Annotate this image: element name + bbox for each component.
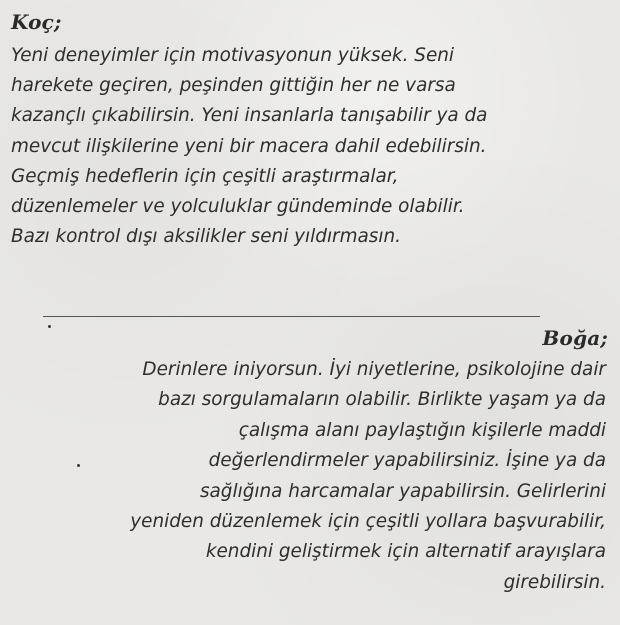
koc-line: düzenlemeler ve yolculuklar gündeminde olabilir. xyxy=(11,196,465,218)
koc-line: Geçmiş hedeflerin için çeşitli araştırmalar, xyxy=(11,165,399,187)
boga-line: sağlığına harcamalar yapabilirsin. Gelirlerini xyxy=(199,480,606,502)
koc-line: kazançlı çıkabilirsin. Yeni insanlarla tanışabilir ya da xyxy=(11,105,488,127)
koc-paragraph xyxy=(11,41,615,252)
boga-paragraph xyxy=(16,355,606,598)
koc-line: Yeni deneyimler için motivasyonun yüksek. Seni xyxy=(11,45,455,66)
boga-line: değerlendirmeler yapabilirsiniz. İşine ya da xyxy=(208,450,606,472)
boga-line: girebilirsin. xyxy=(503,571,606,593)
koc-line: harekete geçiren, peşinden gittiğin her ne varsa xyxy=(11,75,456,97)
boga-line: kendini geliştirmek için alternatif arayışlara xyxy=(205,541,606,563)
koc-title: Koç; xyxy=(11,10,62,34)
paper-speck xyxy=(77,464,80,467)
koc-line: mevcut ilişkilerine yeni bir macera dahil edebilirsin. xyxy=(11,135,487,157)
koc-line: Bazı kontrol dışı aksilikler seni yıldırmasın. xyxy=(11,226,401,248)
paper-speck xyxy=(48,325,51,328)
boga-title: Boğa; xyxy=(542,326,608,350)
boga-line: çalışma alanı paylaştığın kişilerle maddi xyxy=(238,419,606,441)
boga-line: Derinlere iniyorsun. İyi niyetlerine, psikolojine dair xyxy=(142,359,606,380)
section-divider xyxy=(43,316,540,317)
boga-line: bazı sorgulamaların olabilir. Birlikte yaşam ya da xyxy=(158,389,606,411)
boga-line: yeniden düzenlemek için çeşitli yollara başvurabilir, xyxy=(130,511,606,533)
